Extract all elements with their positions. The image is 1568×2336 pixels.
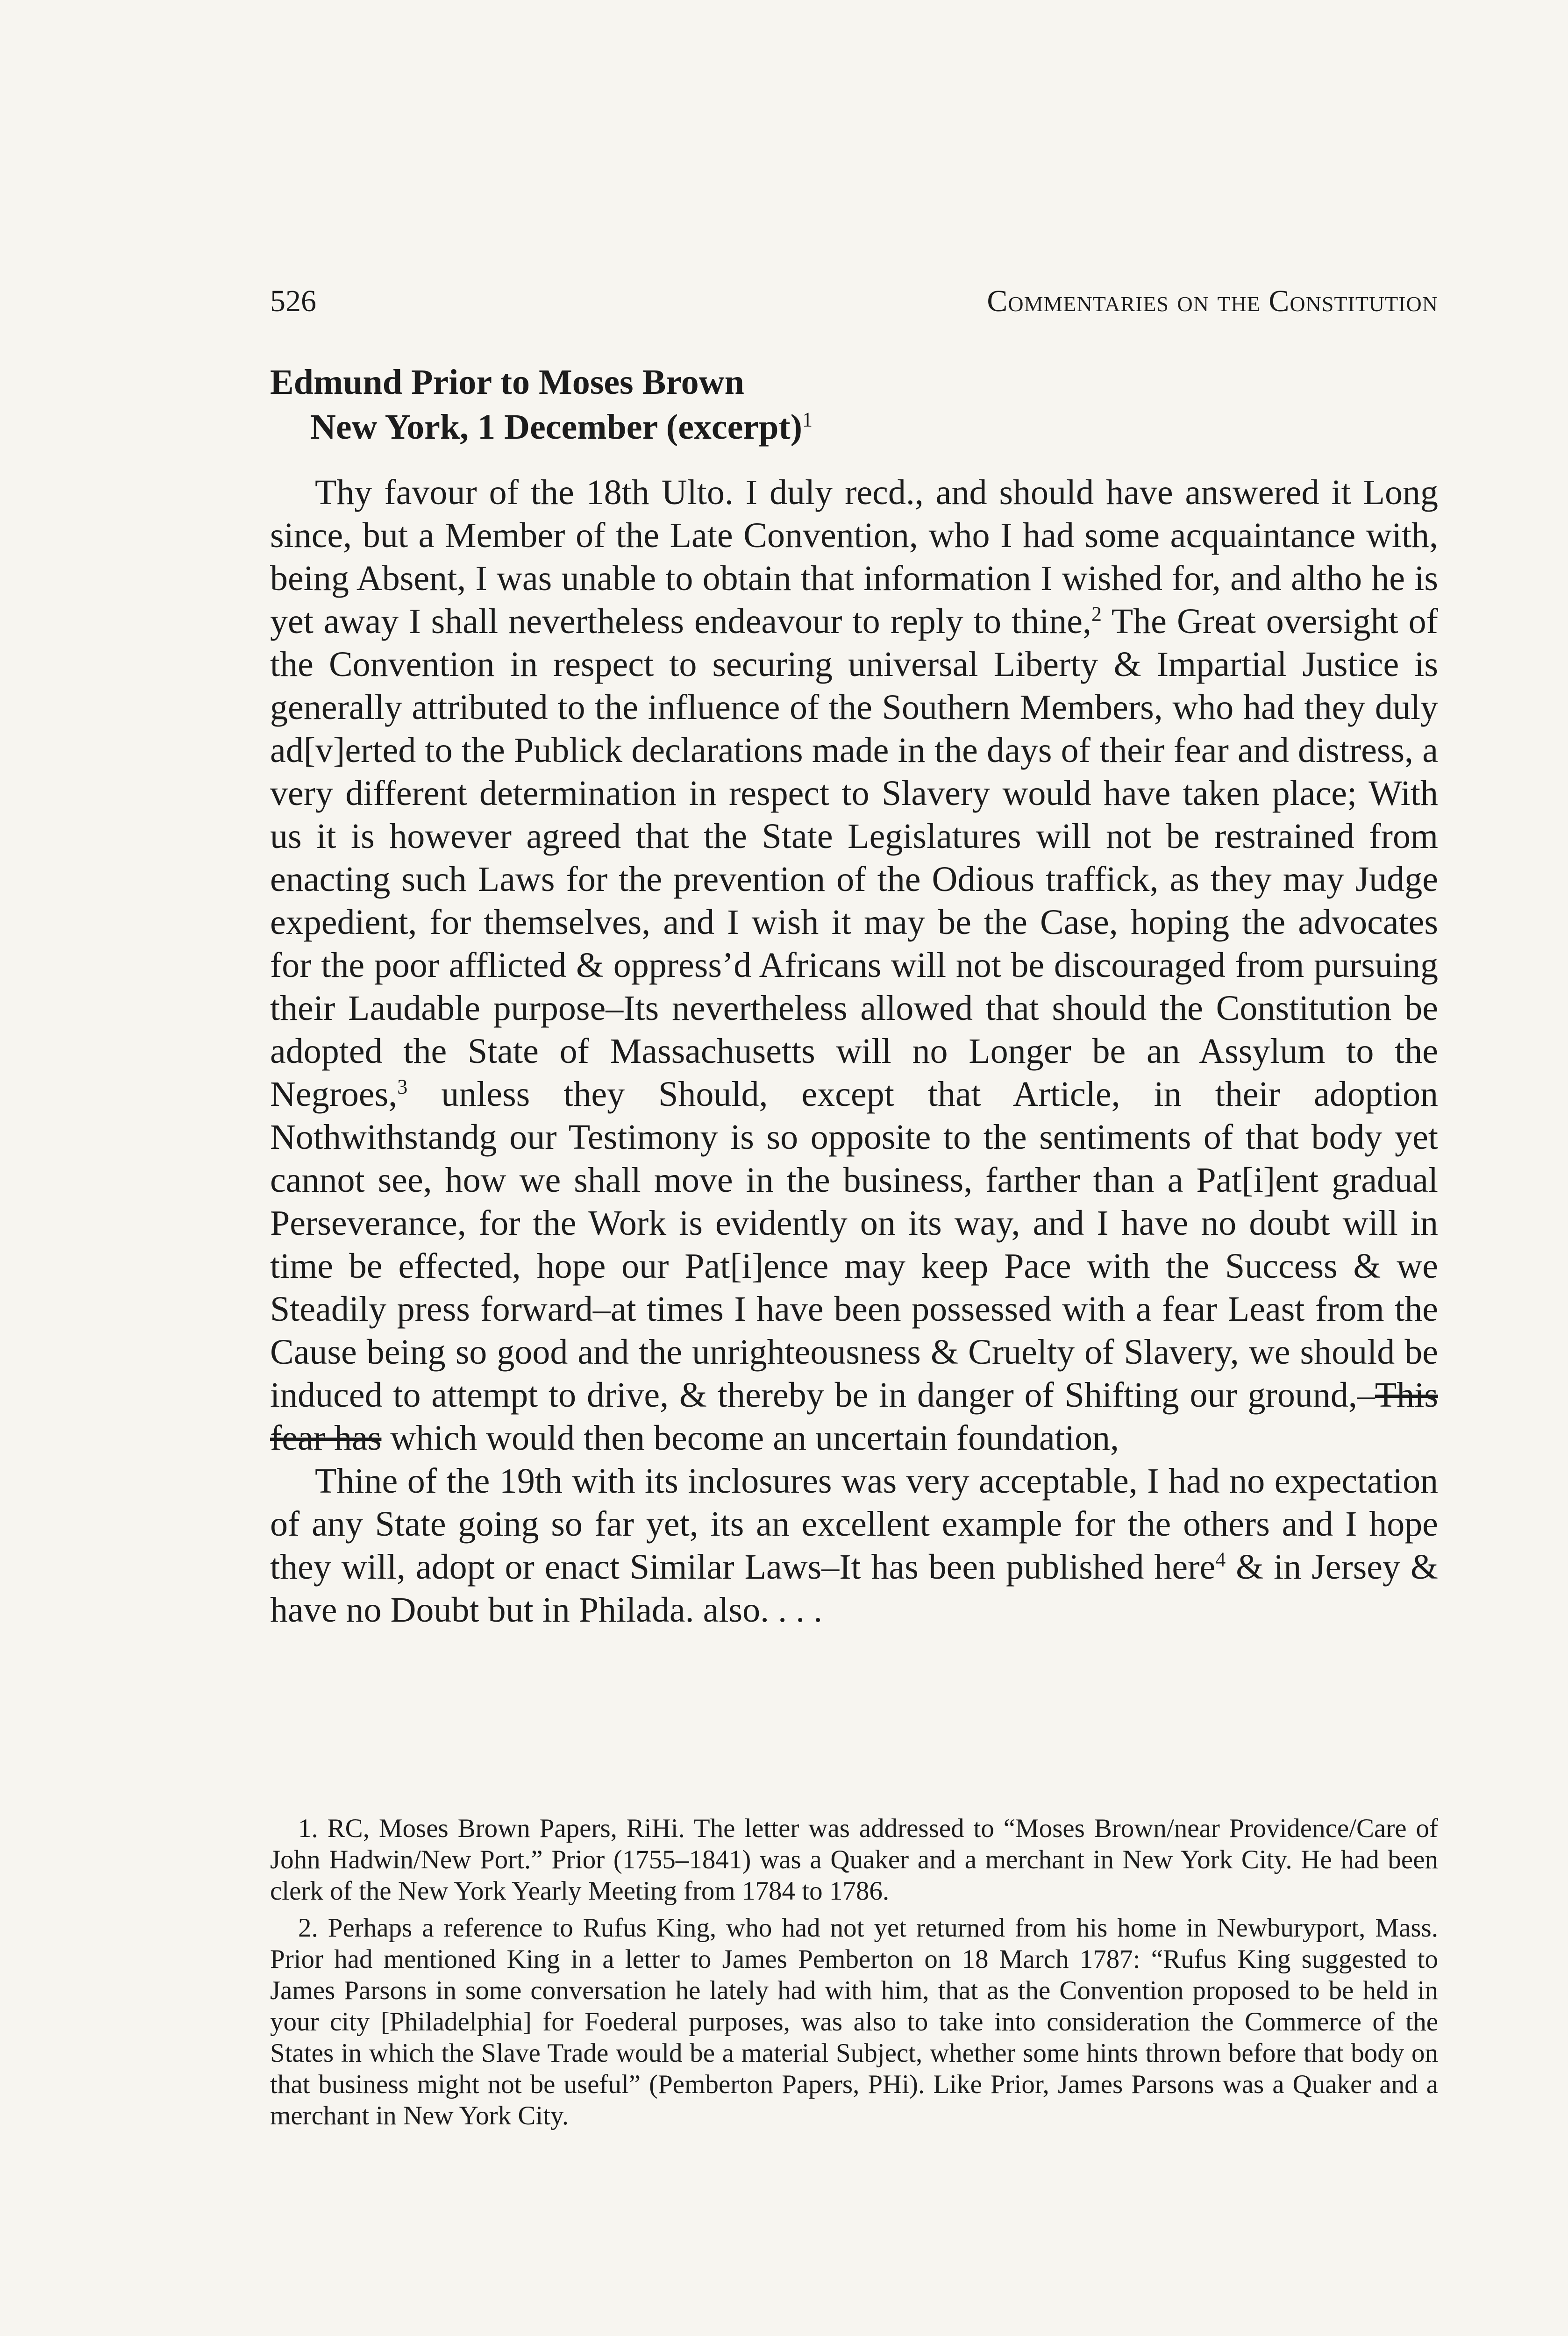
running-title: Commentaries on the Constitution (987, 284, 1438, 318)
footnote-2: 2. Perhaps a reference to Rufus King, who had not yet returned from his home in Newburyport, Mass. Prior had mentioned King in a letter to James Pemberton on 18 March 1787: “Rufus King suggested to James Parsons in some conversation he lately had with him, that as the Convention proposed to be held in your city [Philadelphia] for Foederal purposes, was also to take into consideration the Commerce of the States in which the Slave Trade would be a material Subject, whether some hints thrown before that body on that business might not be useful” (Pemberton Papers, PHi). Like Prior, James Parsons was a Quaker and a merchant in New York City. (270, 1913, 1438, 2130)
letter-p2-text-b: & in Jersey & have no Doubt but in Philada. also. . . . (270, 1547, 1438, 1630)
letter-paragraph-1 (270, 471, 1438, 1460)
heading-place-date (270, 405, 1438, 449)
letter-body (270, 471, 1438, 1631)
letter-p1-text-c: unless they Should, except that Article, in their adoption Nothwithstandg our Testimony is so opposite to the sentiments of that body yet cannot see, how we shall move in the business, farther than a Pat[i]ent gradual Perseverance, for the Work is evidently on its way, and I have no doubt will in time be effected, hope our Pat[i]ence may keep Pace with the Success & we Steadily press forward–at times I have been possessed with a fear Least from the Cause being so good and the unrighteousness & Cruelty of Slavery, we should be induced to attempt to drive, & thereby be in danger of Shifting our ground,– (270, 1075, 1438, 1415)
footnote-1: 1. RC, Moses Brown Papers, RiHi. The letter was addressed to “Moses Brown/near Providence/Care of John Hadwin/New Port.” Prior (1755–1841) was a Quaker and a merchant in New York City. He had been clerk of the New York Yearly Meeting from 1784 to 1786. (270, 1814, 1438, 1906)
letter-p1-text-a: Thy favour of the 18th Ulto. I duly recd., and should have answered it Long since, but a Member of the Late Convention, who I had some acquaintance with, being Absent, I was unable to obtain that information I wished for, and altho he is yet away I shall nevertheless endeavour to reply to thine, (270, 473, 1438, 641)
page-number: 526 (270, 284, 316, 318)
letter-p2-text-a: Thine of the 19th with its inclosures was very acceptable, I had no expectation of any State going so far yet, its an excellent example for the others and I hope they will, adopt or enact Similar Laws–It has been published here (270, 1461, 1438, 1587)
letter-p1-text-b: The Great oversight of the Convention in respect to securing universal Liberty & Impartial Justice is generally attributed to the influence of the Southern Members, who had they duly ad[v]erted to the Publick declarations made in the days of their fear and distress, a very different determination in respect to Slavery would have taken place; With us it is however agreed that the State Legislatures will not be restrained from enacting such Laws for the prevention of the Odious traffick, as they may Judge expedient, for themselves, and I wish it may be the Case, hoping the advocates for the poor afflicted & oppress’d Africans will not be discouraged from pursuing their Laudable purpose–Its nevertheless allowed that should the Constitution be adopted the State of Massachusetts will no Longer be an Assylum to the Negroes, (270, 602, 1438, 1114)
heading-title: Edmund Prior to Moses Brown (270, 363, 744, 402)
running-head (270, 276, 1438, 327)
footnote-ref-1: 1 (802, 408, 813, 431)
footnote-ref-4: 4 (1215, 1548, 1226, 1571)
footnote-ref-2: 2 (1091, 602, 1102, 626)
heading-place-date-text: New York, 1 December (excerpt) (310, 407, 803, 447)
document-heading (270, 360, 1438, 449)
letter-p1-text-d: which would then become an uncertain foundation, (381, 1418, 1119, 1458)
struck-out-text: This fear has (270, 1375, 1438, 1458)
footnotes (270, 1813, 1438, 2137)
letter-paragraph-2 (270, 1460, 1438, 1631)
footnote-ref-3: 3 (397, 1075, 408, 1098)
